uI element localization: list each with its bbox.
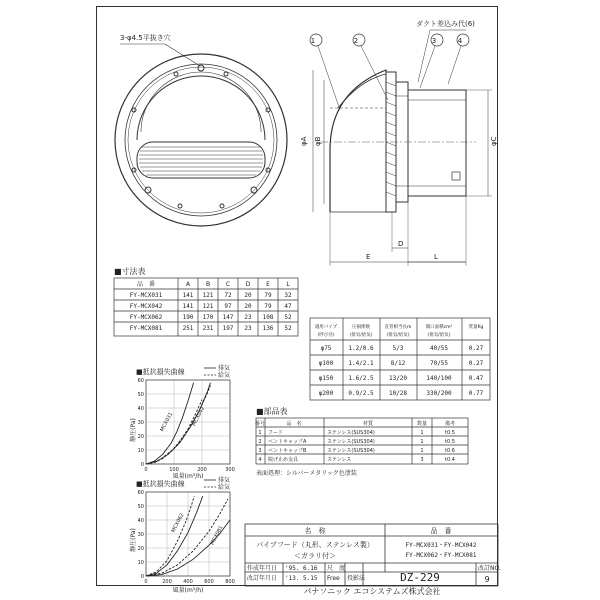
parts-table: [255, 420, 455, 463]
parts-cell: t0.5: [445, 430, 455, 436]
callout-2: 2: [353, 37, 359, 45]
series-MCX062-exhaust: [146, 496, 203, 576]
dim-cell: 79: [264, 292, 272, 299]
chart-1-grid: [138, 378, 235, 473]
parts-cell: ステンレス(SUS304): [327, 448, 375, 454]
dimension-table-title: ■寸法表: [114, 267, 146, 276]
dim-cell: 170: [202, 314, 214, 321]
callout-1: 1: [310, 37, 316, 45]
parts-header: 番号: [254, 421, 266, 427]
parts-header: 品 名: [286, 421, 302, 427]
rev-value: 9: [484, 575, 490, 584]
chart-1-legend-exhaust: 排気: [218, 365, 231, 372]
spec-header: 開口面積cm²: [425, 325, 453, 330]
series-label: MCX031: [159, 411, 175, 433]
dim-header: E: [266, 281, 270, 288]
parts-cell: 2: [258, 439, 262, 445]
dim-l: L: [434, 253, 438, 261]
y-tick-label: 40: [137, 518, 144, 524]
title-model-line2: FY-MCX062・FY-MCX081: [405, 552, 477, 559]
spec-cell: φ100: [318, 360, 334, 367]
y-tick-label: 10: [137, 448, 144, 454]
surface-note: 表面処理：シルバーメタリック色塗装: [256, 470, 357, 477]
parts-cell: 3: [258, 448, 262, 454]
parts-cell: 1: [258, 430, 262, 436]
parts-cell: 1: [420, 430, 424, 436]
y-tick-label: 20: [137, 434, 144, 440]
dim-cell: 72: [224, 292, 232, 299]
dim-cell: 79: [264, 303, 272, 310]
spec-cell: 1.2/0.6: [348, 345, 374, 352]
dim-cell: 121: [202, 303, 214, 310]
spec-table-grid: [310, 318, 490, 400]
dim-cell: 52: [284, 314, 292, 321]
scale-value: Free: [327, 575, 340, 582]
parts-cell: 1: [420, 439, 424, 445]
dim-cell: FY-MCX042: [129, 303, 163, 310]
company-name: パナソニック エコシステムズ株式会社: [303, 587, 441, 596]
angle-label: 投影法: [347, 575, 366, 582]
y-tick-label: 20: [137, 546, 144, 552]
spec-cell: 140/100: [426, 375, 452, 382]
chart-2-xlabel: 風量(m³/h): [172, 587, 204, 594]
duct-note: ダクト差込み代(6): [416, 20, 475, 28]
dim-cell: 141: [182, 292, 194, 299]
series-MCX042-supply: [146, 386, 210, 464]
y-tick-label: 50: [137, 392, 144, 398]
spec-cell: φ200: [318, 390, 334, 397]
series-label: MCX042: [191, 405, 207, 428]
series-MCX062-supply: [146, 496, 194, 576]
chart-1-marks: [146, 368, 216, 464]
dim-cell: 136: [262, 325, 274, 332]
chart-2-title: ■抵抗損失曲線: [136, 480, 185, 488]
dim-cell: 190: [182, 314, 194, 321]
x-tick-label: 200: [197, 467, 207, 473]
dim-cell: FY-MCX081: [129, 325, 163, 332]
spec-cell: 0.27: [468, 360, 484, 367]
dim-cell: 52: [284, 325, 292, 332]
spec-cell: 40/55: [429, 345, 449, 352]
title-name-line1: パイプフード（丸形、ステンレス製）: [256, 541, 374, 549]
chart-1-legend-supply: 給気: [218, 372, 231, 379]
y-tick-label: 0: [140, 462, 144, 468]
parts-cell: 脱げ止め金具: [268, 457, 299, 463]
dim-d: D: [398, 240, 404, 248]
x-tick-label: 200: [162, 579, 172, 585]
parts-cell: ステンレス(SUS304): [327, 439, 375, 445]
title-name-header: 名 称: [304, 527, 326, 535]
dim-cell: 23: [244, 314, 252, 321]
dimension-table: [130, 280, 292, 332]
chart-1-ylabel: 静圧(Pa): [130, 418, 137, 442]
series-MCX042-exhaust: [146, 383, 210, 464]
spec-header-sub: (排気/給気): [427, 333, 451, 338]
dim-a: φA: [300, 136, 308, 146]
chart-1-title: ■抵抗損失曲線: [136, 368, 185, 376]
title-model-line1: FY-MCX031・FY-MCX042: [405, 542, 477, 549]
spec-cell: 1.4/2.1: [348, 360, 374, 367]
spec-cell: 13/20: [388, 375, 408, 382]
dim-cell: FY-MCX062: [129, 314, 163, 321]
spec-header-sub: (呼び径): [317, 333, 335, 338]
parts-cell: ベントキャップB: [268, 448, 307, 454]
x-tick-label: 600: [204, 579, 214, 585]
chart-1-xlabel: 風量(m³/h): [172, 473, 204, 480]
hole-note: 3-φ4.5平抜き穴: [120, 34, 171, 42]
spec-table: [315, 323, 484, 397]
parts-cell: ステンレス: [327, 457, 352, 463]
spec-cell: φ150: [318, 375, 334, 382]
spec-cell: 0.77: [468, 390, 484, 397]
parts-header: 材質: [362, 421, 374, 427]
dim-cell: 231: [202, 325, 214, 332]
dim-c: φC: [490, 136, 498, 146]
rev-label: 改訂NO.: [478, 565, 501, 572]
parts-cell: t0.5: [445, 439, 455, 445]
series-MCX031-exhaust: [146, 383, 194, 464]
series-label: MCX081: [209, 524, 225, 547]
spec-cell: φ75: [320, 345, 332, 352]
front-view: [115, 44, 287, 226]
y-tick-label: 30: [137, 420, 144, 426]
y-tick-label: 50: [137, 504, 144, 510]
dim-b: φB: [314, 136, 322, 146]
spec-cell: 10/28: [388, 390, 408, 397]
created-label: 作成年月日: [247, 565, 278, 572]
title-model-header: 品 番: [430, 527, 452, 535]
x-tick-label: 400: [183, 579, 193, 585]
dim-cell: 32: [284, 292, 292, 299]
x-tick-label: 0: [144, 467, 148, 473]
callout-3: 3: [431, 37, 437, 45]
parts-cell: 4: [258, 457, 262, 463]
parts-cell: ステンレス(SUS304): [327, 430, 375, 436]
created-date: '95. 6.16: [285, 565, 318, 572]
chart-2-ylabel: 静圧(Pa): [130, 528, 137, 552]
chart-2-legend-supply: 給気: [218, 484, 231, 491]
spec-header: 直管相当長m: [384, 325, 412, 330]
parts-cell: t0.6: [445, 448, 455, 454]
callout-4: 4: [457, 37, 463, 45]
side-view: [310, 30, 492, 266]
spec-cell: 0.27: [468, 345, 484, 352]
parts-header: 数量: [416, 421, 428, 427]
y-tick-label: 30: [137, 532, 144, 538]
title-name-line2: ＜ガラリ付＞: [294, 552, 336, 560]
dim-cell: 251: [182, 325, 194, 332]
spec-header-sub: (排気/給気): [386, 333, 410, 338]
spec-header: 圧損係数: [352, 325, 370, 330]
parts-cell: フード: [268, 430, 283, 436]
dim-cell: 121: [202, 292, 214, 299]
dim-cell: 97: [224, 303, 232, 310]
x-tick-label: 300: [225, 467, 235, 473]
spec-cell: 70/55: [429, 360, 449, 367]
scale-label: 尺 度: [327, 565, 346, 572]
revised-date: '13. 5.15: [285, 575, 318, 582]
spec-cell: 5/3: [392, 345, 404, 352]
dim-header: A: [185, 281, 191, 288]
revised-label: 改訂年月日: [247, 575, 278, 582]
parts-header: 備考: [444, 421, 456, 427]
chart-2-grid: [138, 490, 235, 585]
dim-cell: 23: [244, 325, 252, 332]
dim-header: 品 番: [136, 281, 156, 288]
dim-header: D: [245, 281, 251, 288]
spec-cell: 0.47: [468, 375, 484, 382]
dim-header: B: [205, 281, 211, 288]
dim-cell: FY-MCX031: [129, 292, 163, 299]
y-tick-label: 40: [137, 406, 144, 412]
parts-table-title: ■部品表: [256, 407, 288, 416]
chart-2-legend-exhaust: 排気: [218, 477, 231, 484]
spec-header-sub: (排気/給気): [349, 333, 373, 338]
dim-cell: 197: [222, 325, 234, 332]
spec-cell: 330/200: [426, 390, 452, 397]
dim-cell: 20: [244, 303, 252, 310]
x-tick-label: 0: [144, 579, 148, 585]
dim-e: E: [366, 253, 371, 261]
y-tick-label: 0: [140, 574, 144, 580]
drawing-number: DZ-229: [400, 571, 440, 584]
dim-cell: 47: [284, 303, 292, 310]
spec-cell: 0.9/2.5: [348, 390, 374, 397]
y-tick-label: 60: [137, 490, 144, 496]
y-tick-label: 10: [137, 560, 144, 566]
series-label: MCX062: [170, 512, 186, 534]
dim-header: L: [286, 281, 290, 288]
spec-header: 適用パイプ: [314, 325, 338, 330]
x-tick-label: 100: [169, 467, 179, 473]
parts-cell: ベントキャップA: [268, 439, 307, 445]
dim-cell: 20: [244, 292, 252, 299]
spec-header: 質量Kg: [468, 325, 484, 330]
dim-header: C: [225, 281, 231, 288]
spec-cell: 8/12: [390, 360, 406, 367]
dim-cell: 141: [182, 303, 194, 310]
parts-cell: 1: [420, 448, 424, 454]
dim-cell: 108: [262, 314, 274, 321]
spec-cell: 1.6/2.5: [348, 375, 374, 382]
parts-cell: 3: [420, 457, 424, 463]
dim-cell: 147: [222, 314, 234, 321]
y-tick-label: 60: [137, 378, 144, 384]
x-tick-label: 800: [225, 579, 235, 585]
parts-cell: t0.4: [445, 457, 455, 463]
